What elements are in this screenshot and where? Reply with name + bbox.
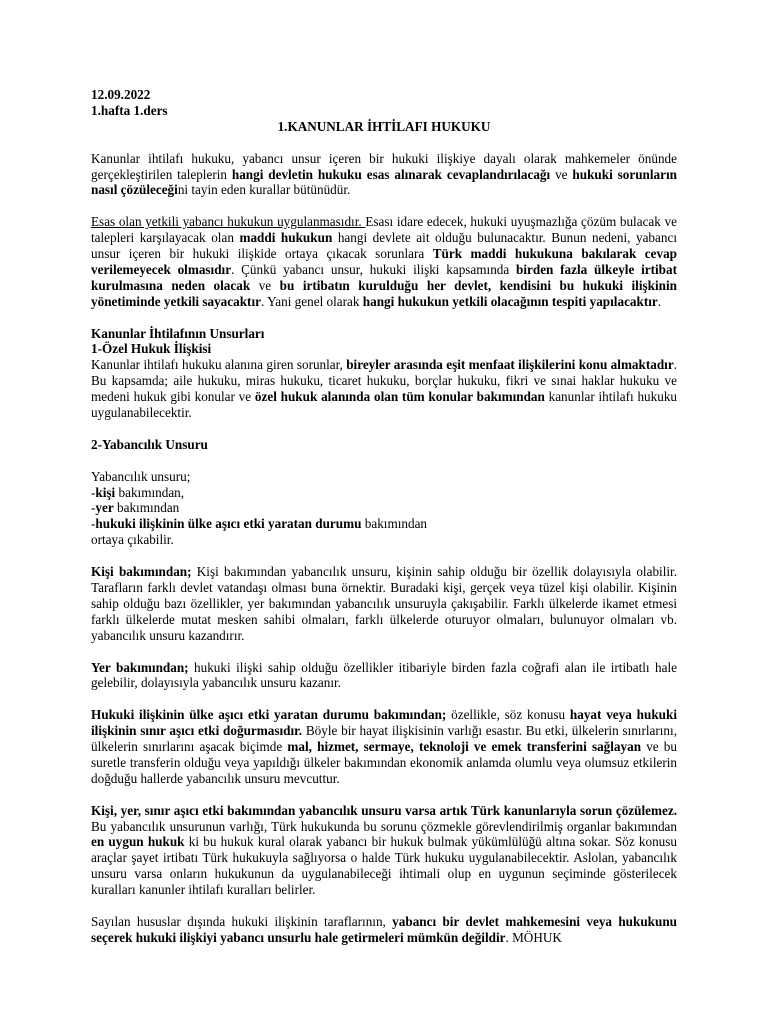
bold-run: özel hukuk alanında olan tüm konular bakımından	[254, 389, 545, 405]
spacer	[91, 198, 677, 214]
title-text: 1.KANUNLAR İHTİLAFI HUKUKU	[277, 118, 491, 134]
text-run: Bu yabancılık unsurunun varlığı, Türk hukukunda bu sorunu çözmekle görevlendirilmiş organlar bakımından	[91, 818, 677, 834]
text-run: Kanunlar ihtilafı hukuku alanına giren sorunlar,	[91, 357, 347, 373]
text-run: bakımından	[361, 516, 428, 532]
text-run: .	[657, 293, 662, 309]
text-run: özellikle, söz konusu	[446, 707, 570, 723]
text-run: hangi devlete ait olduğu bulunacaktır. Bunun nedeni, yabancı unsur içeren bir hukuki ilişkide ortaya çıkacak sorunlara	[91, 230, 677, 262]
bold-run: en uygun hukuk	[91, 834, 185, 850]
spacer	[91, 310, 677, 326]
list-tail	[91, 532, 677, 548]
bold-run: hangi devletin hukuku esas alınarak cevaplandırılacağı	[231, 166, 551, 182]
bold-run: bireyler arasında eşit menfaat ilişkilerini konu almaktadır	[346, 357, 674, 373]
spacer	[91, 421, 677, 437]
date-line	[91, 87, 677, 103]
text-run: ve bu suretle transferin olduğu veya yapıldığı ülkeler bakımından ekonomik anlamda olumlu veya olumsuz etkilerin doğduğu hallerde yabancılık unsuru mevcuttur.	[91, 739, 677, 786]
text-run: hukuki ilişki sahip olduğu özellikler itibariyle birden fazla coğrafi alan ile irtibatlı hale gelebilir, dolayısıyla yabancılık unsuru kazanır.	[91, 659, 678, 691]
bold-run: bu irtibatın kurulduğu her devlet, kendisini bu hukuki ilişkinin yönetiminde yetkili sayacaktır	[91, 277, 677, 309]
text-run: Kişi bakımından yabancılık unsuru, kişinin sahip olduğu bir özellik dolayısıyla olabilir. Tarafların farklı devlet vatandaşı olması buna örnektir. Buradaki kişi, gerçek veya tüzel kişi olabilir. Kişinin sahip olduğu bazı özellikler, yer bakımından yabancılık unsuruyla çakışabilir. Farklı ülkelerde ikamet etmesi farklı ülkelerde mutat mesken sahibi olmaları, farklı ülkelerde oturuyor olmaları, bulunuyor olmaları vb. yabancılık unsuru kazandırır.	[91, 564, 677, 643]
bold-run: hukuki sorunların nasıl çözüleceği	[91, 166, 677, 198]
text-run: . Bu kapsamda; aile hukuku, miras hukuku, ticaret hukuku, borçlar hukuku, fikri ve sınai haklar hukuku ve medeni hukuk gibi konular ve	[91, 357, 677, 405]
list-item	[91, 500, 677, 516]
document-title	[91, 119, 677, 135]
bold-run: hukuki ilişkinin ülke aşıcı etki yaratan durumu	[95, 516, 362, 532]
spacer	[91, 453, 677, 469]
bold-run: yer	[95, 500, 114, 516]
text-run: . Yani genel olarak	[260, 293, 363, 309]
text-run: ni tayin eden kurallar bütünüdür.	[177, 182, 351, 198]
bold-run: yabancı bir devlet mahkemesini veya hukukunu seçerek hukuki ilişkiyi yabancı unsurlu hale getirmeleri mümkün değildir	[91, 913, 677, 945]
text-run: . Çünkü yabancı unsur, hukuki ilişki kapsamında	[231, 261, 517, 277]
text-run: Yabancılık unsuru;	[91, 468, 191, 484]
list-dash: -	[91, 516, 96, 532]
heading-text: 1-Özel Hukuk İlişkisi	[91, 341, 212, 357]
paragraph-private-law	[91, 357, 677, 421]
foreignness-intro	[91, 469, 677, 485]
spacer	[91, 691, 677, 707]
bold-run: Kişi bakımından;	[91, 564, 192, 580]
week-line	[91, 103, 677, 119]
text-run: ki bu hukuk kural olarak yabancı bir hukuk bulmak yükümlülüğü altına sokar. Söz konusu araçlar şayet irtibatı Türk hukukuyla sağlıyorsa o halde Türk hukuku uygulanabilecektir. Aslolan, yabancılık unsuru varsa onların hukukunun da uygulanabileceği ihtimali olup en uygunun seçiminde gösterilecek kuralları kanunler ihtilafı kuralları belirler.	[91, 834, 677, 898]
text-run: Kanunlar ihtilafı hukuku, yabancı unsur içeren bir hukuki ilişkiye dayalı olarak mahkemeler önünde gerçekleştirilen taleplerin	[91, 150, 677, 182]
paragraph-resolution	[91, 803, 677, 898]
list-dash: -	[91, 484, 96, 500]
document-page	[91, 87, 677, 946]
bold-run: kişi	[95, 484, 116, 500]
bold-run: Kişi, yer, sınır aşıcı etki bakımından yabancılık unsuru varsa artık Türk kanunlarıyla sorun çözülemez.	[91, 802, 677, 818]
text-run: kanunlar ihtilafı hukuku uygulanabilecektir.	[91, 389, 678, 421]
spacer	[91, 548, 677, 564]
bold-run: hayat veya hukuki ilişkinin sınır aşıcı etki doğurmasıdır.	[91, 707, 677, 739]
list-item	[91, 485, 677, 501]
heading-text: 2-Yabancılık Unsuru	[91, 436, 208, 452]
underlined-run: Esas olan yetkili yabancı hukukun uygulanmasıdır.	[91, 214, 366, 230]
bold-run: Yer bakımından;	[91, 659, 189, 675]
section-heading	[91, 326, 677, 342]
date-text: 12.09.2022	[91, 87, 151, 102]
paragraph-person	[91, 564, 677, 644]
list-dash: -	[91, 500, 96, 516]
paragraph-party-choice	[91, 914, 677, 946]
text-run: Sayılan hususlar dışında hukuki ilişkinin taraflarının,	[91, 913, 393, 929]
subsection-heading	[91, 437, 677, 453]
spacer	[91, 135, 677, 151]
paragraph-applicable-law	[91, 214, 677, 309]
heading-text: Kanunlar İhtilafının Unsurları	[91, 325, 265, 341]
list-item	[91, 516, 677, 532]
bold-run: mal, hizmet, sermaye, teknoloji ve emek transferini sağlayan	[287, 739, 642, 755]
text-run: Esası idare edecek, hukuki uyuşmazlığa çözüm bulacak ve talepleri karşılayacak olan	[91, 214, 677, 246]
bold-run: Türk maddi hukukuna bakılarak cevap verilemeyecek olmasıdır	[91, 246, 678, 277]
spacer	[91, 898, 677, 914]
bold-run: birden fazla ülkeyle irtibat kurulmasına neden olacak	[91, 261, 677, 293]
subsection-heading	[91, 341, 677, 357]
bold-run: hangi hukukun yetkili olacağının tespiti yapılacaktır	[362, 293, 658, 309]
text-run: Böyle bir hayat ilişkisinin varlığı esastır. Bu etki, ülkelerin sınırlarını, ülkelerin sınırlarını aşacak biçimde	[91, 723, 677, 755]
text-run: bakımından	[113, 500, 180, 516]
text-run: ve	[250, 277, 280, 293]
bold-run: Hukuki ilişkinin ülke aşıcı etki yaratan durumu bakımından;	[91, 707, 447, 723]
paragraph-definition	[91, 151, 677, 199]
paragraph-place	[91, 660, 677, 692]
text-run: ve	[550, 166, 573, 182]
spacer	[91, 787, 677, 803]
bold-run: maddi hukukun	[239, 230, 333, 246]
text-run: ortaya çıkabilir.	[91, 532, 174, 548]
text-run: bakımından,	[115, 484, 185, 500]
text-run: . MÖHUK	[505, 929, 562, 945]
spacer	[91, 644, 677, 660]
paragraph-cross-border	[91, 707, 677, 787]
week-text: 1.hafta 1.ders	[91, 102, 168, 118]
